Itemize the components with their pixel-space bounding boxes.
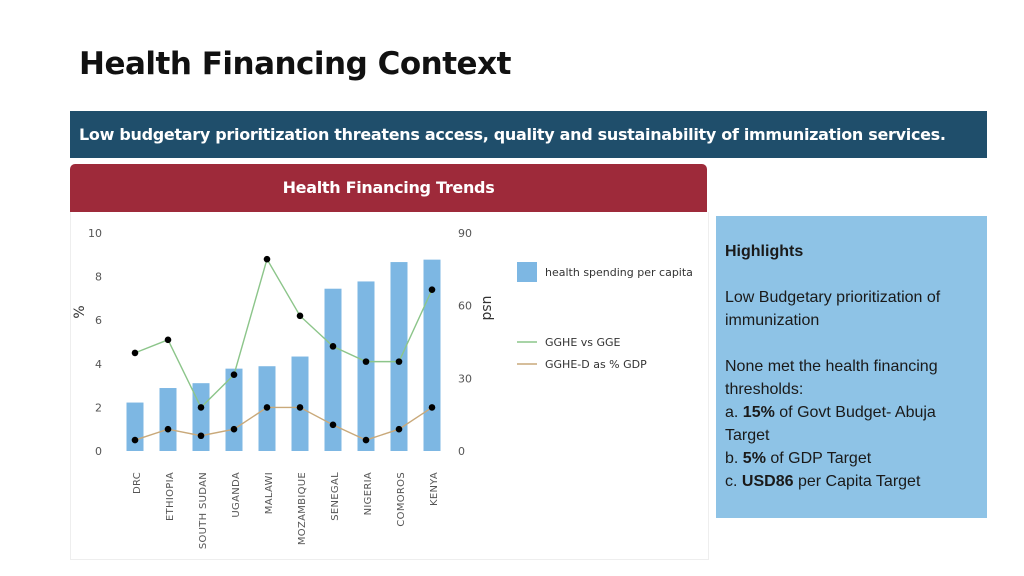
legend-label: GGHE-D as % GDP <box>545 358 647 371</box>
highlights-title: Highlights <box>725 243 804 260</box>
point-gghe-d-gdp <box>132 437 139 444</box>
health-financing-chart <box>71 212 708 559</box>
legend-label: health spending per capita <box>545 266 693 279</box>
key-message-banner <box>70 111 987 158</box>
item-value: USD86 <box>741 473 794 490</box>
legend-swatch-bar <box>517 262 537 282</box>
y-left-tick-label: 4 <box>95 357 102 371</box>
highlights-paragraph-2: None met the health financing thresholds: <box>725 358 938 398</box>
highlights-box <box>716 216 987 518</box>
bar <box>160 388 177 451</box>
point-gghe-vs-gge <box>132 350 139 357</box>
line-gghe-d-gdp <box>135 407 432 440</box>
page-title: Health Financing Context <box>79 46 511 82</box>
point-gghe-d-gdp <box>396 426 403 433</box>
point-gghe-vs-gge <box>429 286 436 293</box>
legend-label: GGHE vs GGE <box>545 336 621 349</box>
y-left-tick-label: 8 <box>95 270 102 284</box>
x-category-label: SENEGAL <box>330 472 341 521</box>
point-gghe-d-gdp <box>297 404 304 411</box>
highlights-paragraph-1: Low Budgetary prioritization of immunization <box>725 289 941 329</box>
bar <box>391 262 408 451</box>
point-gghe-d-gdp <box>165 426 172 433</box>
bar <box>127 403 144 451</box>
bar <box>193 383 210 451</box>
chart-panel-header: Health Financing Trends <box>70 164 707 212</box>
point-gghe-d-gdp <box>330 422 337 429</box>
item-text: of Govt Budget- Abuja Target <box>725 404 936 444</box>
y-right-tick-label: 30 <box>458 372 472 386</box>
y-left-tick-label: 6 <box>95 314 102 328</box>
y-right-tick-label: 90 <box>458 227 472 240</box>
x-category-label: SOUTH SUDAN <box>198 472 209 550</box>
threshold-item <box>725 447 978 470</box>
point-gghe-vs-gge <box>165 337 172 344</box>
x-category-label: MOZAMBIQUE <box>297 472 308 546</box>
point-gghe-d-gdp <box>363 437 370 444</box>
point-gghe-d-gdp <box>198 432 205 439</box>
point-gghe-d-gdp <box>231 426 238 433</box>
item-value: 5% <box>742 450 766 467</box>
x-category-label: DRC <box>132 472 143 495</box>
threshold-item <box>725 470 978 493</box>
item-value: 15% <box>742 404 775 421</box>
banner-text: Low budgetary prioritization threatens access, quality and sustainability of immunization services. <box>79 125 946 144</box>
item-prefix: c. <box>725 473 738 490</box>
x-category-label: NIGERIA <box>363 472 374 516</box>
y-left-tick-label: 2 <box>95 401 102 415</box>
y-right-tick-label: 0 <box>458 445 465 458</box>
point-gghe-vs-gge <box>264 256 271 263</box>
bar <box>358 281 375 451</box>
point-gghe-vs-gge <box>198 404 205 411</box>
x-category-label: COMOROS <box>396 472 407 527</box>
threshold-item <box>725 401 978 447</box>
item-prefix: b. <box>725 450 739 467</box>
x-category-label: UGANDA <box>231 472 242 518</box>
line-gghe-vs-gge <box>135 259 432 407</box>
y-left-tick-label: 0 <box>95 445 102 458</box>
y-right-axis-label: usd <box>479 295 495 321</box>
point-gghe-d-gdp <box>429 404 436 411</box>
y-left-tick-label: 10 <box>88 227 102 240</box>
bar <box>292 357 309 451</box>
point-gghe-vs-gge <box>396 358 403 365</box>
x-category-label: KENYA <box>429 472 440 507</box>
point-gghe-vs-gge <box>297 313 304 320</box>
y-right-tick-label: 60 <box>458 299 472 313</box>
x-category-label: MALAWI <box>264 472 275 515</box>
point-gghe-d-gdp <box>264 404 271 411</box>
item-prefix: a. <box>725 404 739 421</box>
y-left-axis-label: % <box>72 305 88 319</box>
point-gghe-vs-gge <box>330 343 337 350</box>
chart-panel <box>70 212 709 560</box>
x-category-label: ETHIOPIA <box>165 472 176 521</box>
point-gghe-vs-gge <box>231 371 238 378</box>
item-text: per Capita Target <box>797 473 921 490</box>
item-text: of GDP Target <box>770 450 872 467</box>
point-gghe-vs-gge <box>363 358 370 365</box>
